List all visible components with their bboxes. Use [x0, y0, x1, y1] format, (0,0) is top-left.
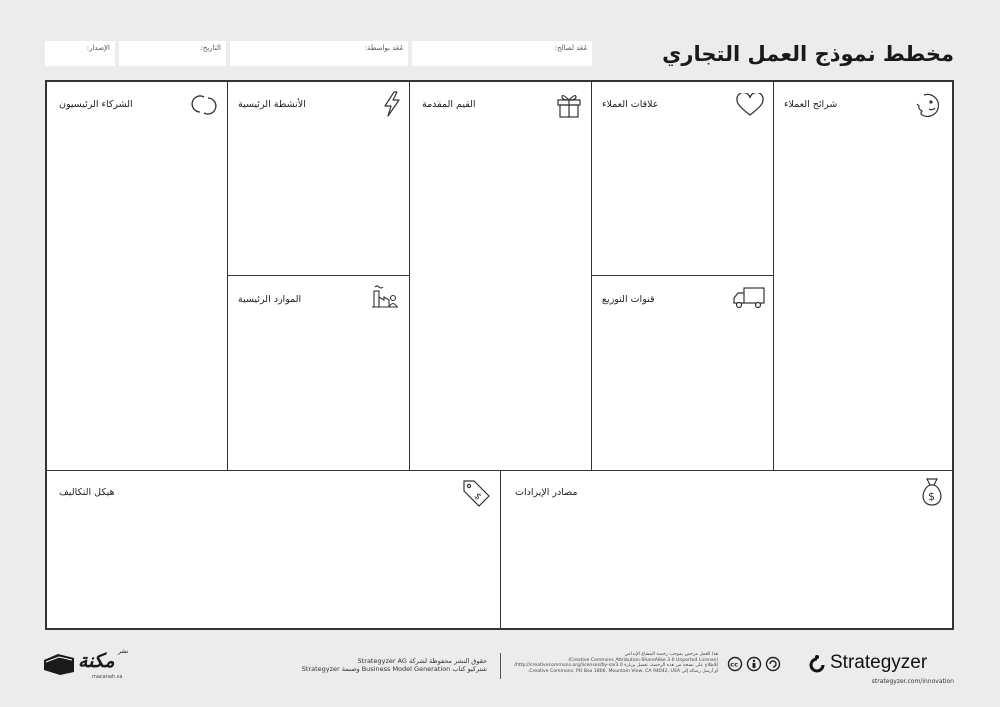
cc-license-badges — [727, 656, 781, 672]
price-tag-icon — [460, 477, 492, 509]
version-label: الإصدار: — [86, 44, 110, 52]
brand-url: strategyzer.com/innovation — [871, 678, 954, 685]
attribution-icon — [748, 658, 761, 671]
svg-text:cc: cc — [730, 660, 739, 669]
cost-structure-block[interactable] — [47, 471, 500, 628]
copyright-line: شتركيو كتاب Business Model Generation وصنمة Strategyzer — [301, 665, 487, 673]
customer-relationships-block[interactable] — [592, 82, 773, 275]
book-stack-icon — [42, 652, 76, 676]
channels-label: قنوات التوزيع — [602, 294, 655, 305]
brand-name: Strategyzer — [830, 652, 928, 673]
key-activities-block[interactable] — [228, 82, 409, 275]
license-line: أو أرسل رسالة إلى Creative Commons, PO Box 1866, Mountain View, CA 94042, USA. — [527, 668, 718, 674]
customer-relationships-label: علاقات العملاء — [602, 99, 659, 110]
svg-text:$: $ — [471, 491, 483, 503]
customer-segments-block[interactable] — [774, 82, 952, 470]
footer-divider — [500, 653, 501, 679]
channels-block[interactable] — [592, 276, 773, 470]
publisher-url: macanah.sa — [92, 674, 123, 680]
key-partners-block[interactable] — [47, 82, 227, 470]
truck-icon — [732, 286, 766, 310]
license-notice — [508, 652, 718, 674]
value-propositions-label: القيم المقدمة — [422, 99, 476, 110]
key-resources-block[interactable] — [228, 276, 409, 470]
heart-icon — [736, 93, 764, 117]
share-alike-icon — [767, 658, 780, 671]
cost-structure-label: هيكل التكاليف — [59, 487, 115, 498]
version-field[interactable] — [45, 41, 115, 66]
license-line: (Creative Commons Attribution-ShareAlike 3.0 Unported License) — [568, 657, 718, 663]
designed-for-label: مُعَد لصالح: — [554, 44, 587, 52]
value-propositions-block[interactable] — [410, 82, 591, 470]
key-partners-label: الشركاء الرئيسيون — [59, 99, 133, 110]
copyright-line: حقوق النشر محفوظة لشركة Strategyzer AG — [357, 657, 487, 665]
customer-segments-label: شرائح العملاء — [784, 99, 838, 110]
license-line: هذا العمل مرخص بموجب رخصة المشاع الإبداعي — [624, 652, 718, 657]
date-field[interactable] — [119, 41, 226, 66]
publisher-name: مكنة — [78, 650, 115, 672]
revenue-streams-block[interactable] — [501, 471, 952, 628]
face-icon — [914, 91, 942, 119]
key-resources-label: الموارد الرئيسية — [238, 294, 302, 305]
license-line: للاطلاع على نسخة من هذه الرخصة، تفضل بزيارة http://creativecommons.org/licenses/by-sa/3.0/ — [514, 663, 718, 669]
page-title: مخطط نموذج العمل التجاري — [662, 42, 954, 66]
publisher-tag: نشر — [118, 648, 129, 655]
strategyzer-brand — [808, 652, 958, 688]
business-model-canvas — [45, 80, 954, 630]
money-bag-icon — [919, 477, 945, 507]
designed-by-field[interactable] — [230, 41, 408, 66]
strategyzer-logo-icon — [808, 654, 826, 674]
publisher-logo — [42, 648, 129, 684]
date-label: التاريخ: — [200, 44, 221, 52]
copyright-notice — [257, 657, 487, 673]
designed-for-field[interactable] — [412, 41, 592, 66]
gift-icon — [556, 92, 582, 118]
link-icon — [191, 92, 217, 118]
factory-person-icon — [371, 284, 399, 310]
svg-text:$: $ — [928, 490, 935, 503]
key-activities-label: الأنشطة الرئيسية — [238, 99, 306, 110]
lightning-icon — [383, 91, 401, 117]
designed-by-label: مُعَد بواسطة: — [364, 44, 403, 52]
revenue-streams-label: مصادر الإيرادات — [515, 487, 578, 498]
cc-icon — [729, 658, 742, 671]
